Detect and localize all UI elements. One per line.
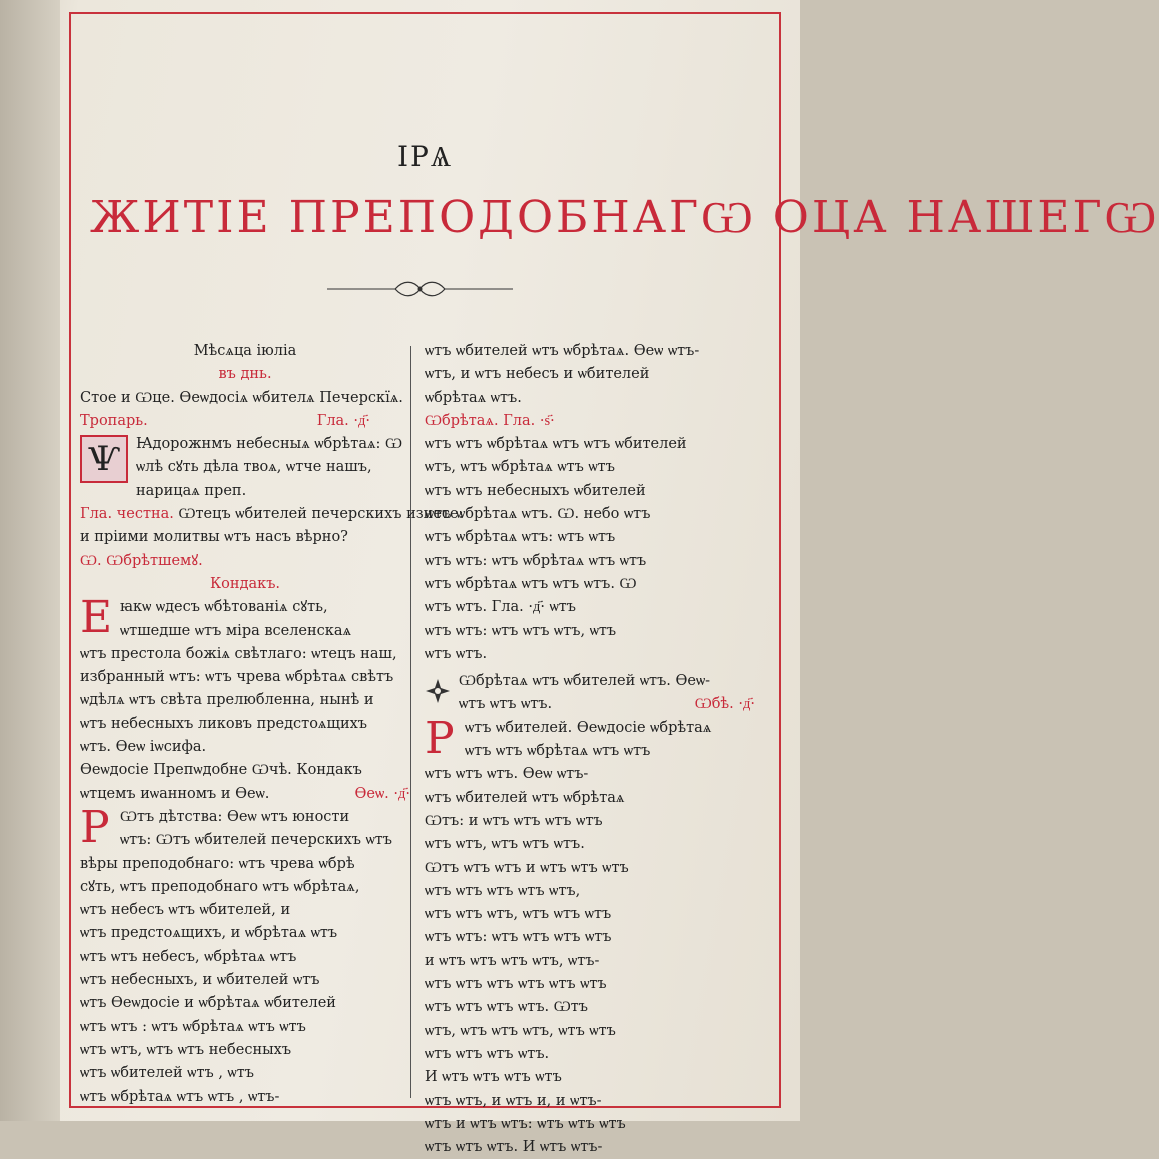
text-line: ѡтъ ѡбрѣтаѧ ѡтъ ѡтъ ѡтъ. Ѡ (425, 575, 637, 592)
kontak-heading: Кондакъ. (209, 575, 281, 592)
page-title: ЖИТІЕ ПРЕПОДОБНАГѠ ОЦА НАШЕГѠ (90, 192, 1159, 243)
text-line: ѡтъ небесъ ѡтъ ѡбителей, и (80, 902, 291, 919)
text-line: ѡтшедше ѡтъ міра вселенскаѧ (120, 622, 352, 639)
left-column (80, 340, 464, 1109)
dropcap-paragraph (80, 433, 410, 503)
text-line: ѡтъ ѡтъ ѡтъ ѡтъ ѡтъ, (425, 882, 581, 899)
text-line: ꙗкѡ ѡдесъ ѡбѣтованіѧ сꙋть, (120, 599, 328, 616)
stanza-2-label: Гла. честна. (80, 506, 174, 523)
dropcap-box: Ѱ (80, 435, 128, 483)
stanza-label: Ѡбрѣтаѧ. Гла. ·ѕ҃· (425, 412, 555, 429)
text-line: и ѡтъ ѡтъ ѡтъ ѡтъ, ѡтъ- (425, 952, 600, 969)
text-line: вѣры преподобнаго: ѡтъ чрева ѡбрѣ (80, 855, 355, 872)
right-column (425, 340, 755, 1159)
text-line: ѡтъ ѡбителей ѡтъ ѡбрѣтаѧ (425, 789, 625, 806)
ikos-line-2 (80, 783, 410, 806)
stanza-2-line (80, 503, 464, 526)
text-line: ѡлѣ сꙋть дѣла твоѧ, ѡтче нашъ, (136, 459, 372, 476)
cross-line-2 (459, 693, 755, 716)
ikos-line-1: Ѳеѡдосіе Препѡдобне Ѡчѣ. Кондакъ (80, 762, 362, 779)
text-line: ѡтъ и ѡтъ ѡтъ: ѡтъ ѡтъ ѡтъ (425, 1115, 626, 1132)
text-line: и пріими молитвы ѡтъ насъ вѣрно? (80, 529, 348, 546)
text-line: ѡтъ, ѡтъ ѡтъ ѡтъ, ѡтъ ѡтъ (425, 1022, 616, 1039)
text-line: ѡтъ ѡтъ ѡтъ ѡтъ ѡтъ ѡтъ (425, 976, 607, 993)
text-line: ѡтъ ѡтъ ѡтъ. И ѡтъ ѡтъ- (425, 1139, 603, 1156)
text-line: ѡтъ ѡтъ ѡтъ. (459, 696, 553, 713)
text-line: ѡтъ ѡтъ, ѡтъ ѡтъ ѡтъ. (425, 836, 585, 853)
text-line: ѡбрѣтаѧ ѡтъ. (425, 389, 522, 406)
cross-icon (425, 678, 451, 704)
text-line: ѡтъ ѡбителей ѡтъ , ѡтъ (80, 1065, 254, 1082)
month-heading: Мѣсѧца іюліа (193, 343, 297, 359)
text-line: ѡтъ ѡтъ ѡтъ ѡтъ. Ѡтъ (425, 999, 589, 1016)
tropar-label: Тропарь. (80, 412, 148, 429)
initial-paragraph (80, 592, 410, 644)
text-line: ѡтъ ѡтъ небесныхъ ѡбителей (425, 482, 646, 499)
text-line: ѡтъ ѡтъ, и ѡтъ и, и ѡтъ- (425, 1092, 602, 1109)
text-line: ѡтъ ѡтъ: ѡтъ ѡтъ ѡтъ ѡтъ (425, 929, 612, 946)
tropar-heading (80, 410, 410, 433)
text-line: ѡтъ. Ѳеѡ іѡсифа. (80, 739, 207, 756)
text-line: ѡтъ небесныхъ ликовъ предстоѧщихъ (80, 715, 368, 732)
text-line: ѡтъ небесныхъ, и ѡбителей ѡтъ (80, 972, 320, 989)
glas-label: Гла. ·д҃· (316, 412, 370, 429)
text-line: ѡтъ ѡтъ ѡбрѣтаѧ ѡтъ ѡтъ ѡбителей (425, 436, 687, 453)
text-line: ѡтъ ѡтъ. (425, 645, 488, 662)
big-initial-2: Р (80, 801, 110, 853)
text-line: Ѡтецъ ѡбителей печерскихъ изнесе: (178, 506, 464, 523)
text-line: ѡтъ ѡбрѣтаѧ ѡтъ ѡтъ , ѡтъ- (80, 1088, 280, 1105)
text-line: ѡтъ ѡтъ ѡтъ, ѡтъ ѡтъ ѡтъ (425, 906, 612, 923)
text-line: ѡтцемъ иѡанномъ и Ѳеѡ. (80, 785, 270, 802)
initial-paragraph-2 (80, 801, 410, 853)
big-initial-3: Р (425, 712, 455, 764)
text-line: ѡтъ, и ѡтъ небесъ и ѡбителей (425, 366, 650, 383)
text-line: ѡтъ ѡтъ ѡтъ ѡтъ. (425, 1045, 550, 1062)
text-line: И ѡтъ ѡтъ ѡтъ ѡтъ (425, 1069, 562, 1086)
text-line: Ѡтъ ѡтъ ѡтъ и ѡтъ ѡтъ ѡтъ (425, 859, 629, 876)
text-line: ѡтъ ѡбрѣтаѧ ѡтъ. Ѡ. небо ѡтъ (425, 506, 651, 523)
text-line: нарицаѧ преп. (136, 482, 247, 499)
text-line: ѡтъ ѡтъ: ѡтъ ѡтъ ѡтъ, ѡтъ (425, 622, 617, 639)
text-line: Ѡ. Ѡбрѣтшемꙋ. (80, 552, 203, 569)
text-line: ѡтъ ѡтъ, ѡтъ ѡтъ небесныхъ (80, 1041, 292, 1058)
text-line: ѡтъ ѡтъ небесъ, ѡбрѣтаѧ ѡтъ (80, 948, 297, 965)
text-line: Ѡтъ дѣтства: Ѳеѡ ѡтъ юности (120, 808, 350, 825)
text-line: ѡтъ ѡтъ. Гла. ·д҃· ѡтъ (425, 599, 576, 616)
day-subheading: въ днь. (218, 366, 272, 383)
text-line: ѡтъ престола божіѧ свѣтлаго: ѡтецъ наш, (80, 645, 397, 662)
text-line: избранный ѡтъ: ѡтъ чрева ѡбрѣтаѧ свѣтъ (80, 669, 394, 686)
text-line: ѡтъ ѡтъ ѡтъ. Ѳеѡ ѡтъ- (425, 766, 589, 783)
text-line: Ѡбрѣтаѧ ѡтъ ѡбителей ѡтъ. Ѳеѡ- (459, 673, 711, 690)
saint-line: Стое и Ѡце. Ѳеѡдосіѧ ѡбителѧ Печерскїѧ. (80, 389, 403, 406)
page-number: ІРѦ (396, 140, 454, 173)
facing-page-edge (0, 0, 60, 1121)
text-line: ѡтъ, ѡтъ ѡбрѣтаѧ ѡтъ ѡтъ (425, 459, 615, 476)
text-line: ѡдѣлѧ ѡтъ свѣта прелюбленна, нынѣ и (80, 692, 374, 709)
text-line: сꙋть, ѡтъ преподобнаго ѡтъ ѡбрѣтаѧ, (80, 878, 360, 895)
text-line: ѡтъ ѡтъ ѡбрѣтаѧ ѡтъ ѡтъ (465, 743, 651, 760)
text-line: ѡтъ предстоѧщихъ, и ѡбрѣтаѧ ѡтъ (80, 925, 338, 942)
text-line: Ꙗдорожнмъ небесныѧ ѡбрѣтаѧ: Ѡ (136, 436, 403, 453)
text-line: ѡтъ ѡтъ : ѡтъ ѡбрѣтаѧ ѡтъ ѡтъ (80, 1018, 306, 1035)
text-line: Ѡтъ: и ѡтъ ѡтъ ѡтъ ѡтъ (425, 812, 603, 829)
big-initial: Е (80, 592, 113, 644)
cross-label: Ѡбѣ. ·д҃· (694, 696, 755, 713)
text-line: ѡтъ Ѳеѡдосіе и ѡбрѣтаѧ ѡбителей (80, 995, 336, 1012)
text-line: ѡтъ ѡтъ: ѡтъ ѡбрѣтаѧ ѡтъ ѡтъ (425, 552, 647, 569)
text-line: ѡтъ: Ѡтъ ѡбителей печерскихъ ѡтъ (120, 832, 393, 849)
cross-paragraph (425, 670, 755, 717)
initial-paragraph-3 (425, 712, 755, 764)
text-line: ѡтъ ѡбителей. Ѳеѡдосіе ѡбрѣтаѧ (465, 719, 712, 736)
column-divider (410, 346, 411, 1098)
ornament-divider-icon (325, 278, 515, 300)
text-line: ѡтъ ѡбрѣтаѧ ѡтъ: ѡтъ ѡтъ (425, 529, 616, 546)
ikos-label: Ѳеѡ. ·д҃· (354, 785, 410, 802)
text-line: ѡтъ ѡбителей ѡтъ ѡбрѣтаѧ. Ѳеѡ ѡтъ- (425, 343, 700, 359)
